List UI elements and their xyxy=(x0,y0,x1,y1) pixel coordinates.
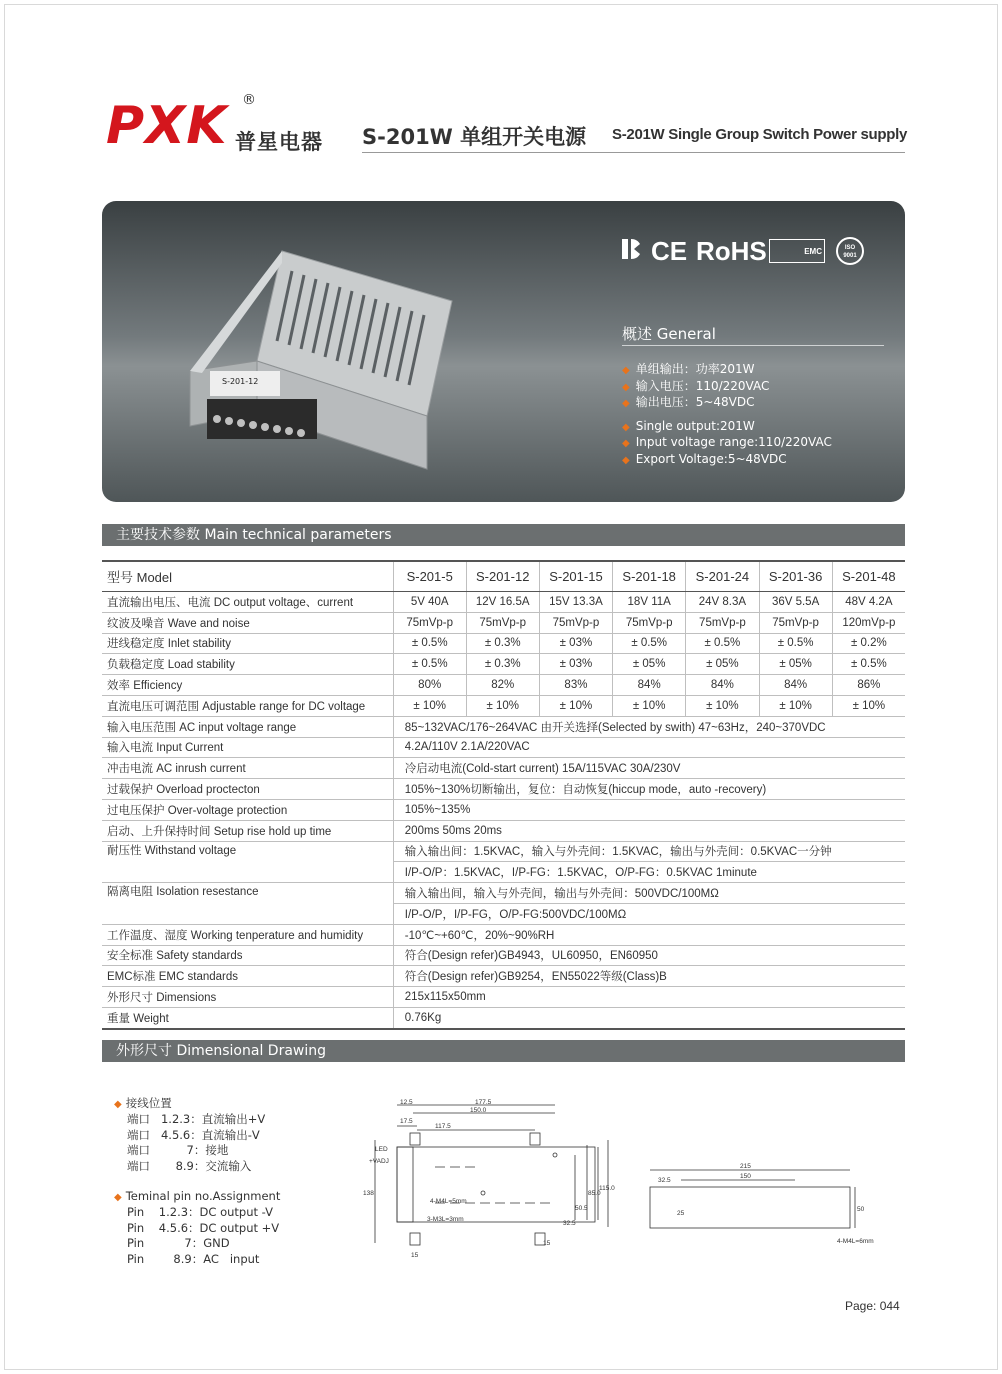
pins-title-en: Teminal pin no.Assignment xyxy=(125,1189,281,1204)
svg-text:15: 15 xyxy=(543,1240,551,1247)
table-row: 外形尺寸 Dimensions 215x115x50mm xyxy=(102,987,905,1008)
list-item: ◆ 输出电压：5~48VDC xyxy=(622,395,755,409)
svg-text:150.0: 150.0 xyxy=(470,1107,487,1114)
diamond-bullet-icon: ◆ xyxy=(114,1192,122,1204)
diamond-bullet-icon: ◆ xyxy=(622,398,630,409)
drawing-section-header: 外形尺寸 Dimensional Drawing xyxy=(102,1040,905,1062)
svg-text:+VADJ: +VADJ xyxy=(369,1158,389,1165)
table-row: 直流电压可调范围 Adjustable range for DC voltage ± 10% ± 10% ± 10% ± 10% ± 10% ± 10% ± 10% xyxy=(102,695,905,716)
svg-text:50.5: 50.5 xyxy=(575,1205,588,1212)
table-row: 纹波及噪音 Wave and noise 75mVp-p 75mVp-p 75mVp-p 75mVp-p 75mVp-p 75mVp-p 120mVp-p xyxy=(102,612,905,633)
product-label: S-201-12 xyxy=(222,377,259,386)
list-item: ◆ Export Voltage:5~48VDC xyxy=(622,451,787,466)
model-cell: S-201-24 xyxy=(686,561,759,592)
pin-row: 端口 1.2.3：直流输出+V xyxy=(127,1112,266,1127)
kc-mark-icon xyxy=(620,237,642,265)
table-row: 耐压性 Withstand voltage 输入输出间：1.5KVAC，输入与外壳间：1.5KVAC，输出与外壳间：0.5KVAC一分钟 xyxy=(102,841,905,862)
model-cell: S-201-12 xyxy=(466,561,539,592)
svg-text:177.5: 177.5 xyxy=(475,1099,492,1106)
table-row: 输入电流 Input Current 4.2A/110V 2.1A/220VAC xyxy=(102,737,905,758)
general-title: 概述 General xyxy=(622,325,716,343)
product-title-cn: S-201W 单组开关电源 xyxy=(362,125,587,149)
iso-9001-icon: ISO 9001 xyxy=(836,237,864,265)
table-row: EMC标准 EMC standards 符合(Design refer)GB9254，EN55022等级(Class)B xyxy=(102,966,905,987)
svg-text:32.5: 32.5 xyxy=(658,1177,671,1184)
diamond-bullet-icon: ◆ xyxy=(622,438,630,449)
table-row: 重量 Weight 0.76Kg xyxy=(102,1007,905,1028)
pin-row: 端口 7：接地 xyxy=(127,1143,229,1158)
table-row: 隔离电阻 Isolation resestance 输入输出间，输入与外壳间，输出与外壳间：500VDC/100MΩ xyxy=(102,883,905,904)
spec-table xyxy=(102,560,905,1030)
svg-text:17.5: 17.5 xyxy=(400,1118,413,1125)
diamond-bullet-icon: ◆ xyxy=(622,421,630,433)
table-row: 启动、上升保持时间 Setup rise hold up time 200ms 50ms 20ms xyxy=(102,820,905,841)
product-banner xyxy=(102,201,905,502)
title-underline xyxy=(362,152,905,153)
diamond-bullet-icon: ◆ xyxy=(622,365,630,376)
product-title-en: S-201W Single Group Switch Power supply xyxy=(612,126,908,143)
general-list xyxy=(622,361,832,467)
ce-mark-icon: CE xyxy=(651,236,688,266)
brand-logo: PXK xyxy=(106,96,228,156)
table-row: 直流输出电压、电流 DC output voltage、current 5V 40A 12V 16.5A 15V 13.3A 18V 11A 24V 8.3A 36V 5.5A 48V 4.2A xyxy=(102,592,905,613)
model-cell: S-201-15 xyxy=(539,561,612,592)
svg-text:25: 25 xyxy=(677,1210,685,1217)
table-row: 进线稳定度 Inlet stability ± 0.5% ± 0.3% ± 03% ± 0.5% ± 0.5% ± 0.5% ± 0.2% xyxy=(102,633,905,654)
pin-row: Pin 1.2.3：DC output -V xyxy=(127,1205,274,1220)
pin-row: 端口 4.5.6：直流输出-V xyxy=(127,1127,260,1142)
list-item: ◆ 单组输出：功率201W xyxy=(622,362,755,376)
svg-text:138: 138 xyxy=(363,1190,374,1197)
pins-title-cn: 接线位置 xyxy=(125,1096,172,1110)
list-item: ◆ Input voltage range:110/220VAC xyxy=(622,435,832,449)
diamond-bullet-icon: ◆ xyxy=(622,381,630,393)
list-item: ◆ Single output:201W xyxy=(622,418,755,433)
table-row: 效率 Efficiency 80% 82% 83% 84% 84% 84% 86% xyxy=(102,675,905,696)
svg-text:150: 150 xyxy=(740,1173,751,1180)
model-cell: S-201-18 xyxy=(613,561,686,592)
general-divider xyxy=(622,345,884,346)
table-row: 负载稳定度 Load stability ± 0.5% ± 0.3% ± 03% ± 05% ± 05% ± 05% ± 0.5% xyxy=(102,654,905,675)
svg-text:115.0: 115.0 xyxy=(599,1185,615,1192)
model-cell: S-201-36 xyxy=(759,561,832,592)
svg-text:215: 215 xyxy=(740,1163,751,1170)
table-row: 工作温度、湿度 Working tenperature and humidity -10℃~+60℃，20%~90%RH xyxy=(102,924,905,945)
table-row: 输入电压范围 AC input voltage range 85~132VAC/176~264VAC 由开关选择(Selected by swith) 47~63Hz，240~370VDC xyxy=(102,716,905,737)
list-item: ◆ 输入电压：110/220VAC xyxy=(622,378,770,393)
svg-text:15: 15 xyxy=(411,1252,419,1259)
svg-text:4-M4L=5mm: 4-M4L=5mm xyxy=(430,1198,467,1205)
table-row: 冲击电流 AC inrush current 冷启动电流(Cold-start current) 15A/115VAC 30A/230V xyxy=(102,758,905,779)
svg-text:85.0: 85.0 xyxy=(588,1190,601,1197)
diamond-bullet-icon: ◆ xyxy=(622,454,630,466)
table-row: I/P-O/P，I/P-FG，O/P-FG:500VDC/100MΩ xyxy=(102,903,905,924)
table-row: 过载保护 Overload proctecton 105%~130%切断输出，复位：自动恢复(hiccup mode，auto -recovery) xyxy=(102,779,905,800)
params-section-header: 主要技术参数 Main technical parameters xyxy=(102,524,905,546)
rohs-mark-icon: RoHS xyxy=(696,236,767,266)
pin-row: Pin 8.9：AC input xyxy=(127,1251,260,1266)
table-row: 过电压保护 Over-voltage protection 105%~135% xyxy=(102,799,905,820)
diamond-bullet-icon: ◆ xyxy=(114,1099,122,1110)
svg-text:117.5: 117.5 xyxy=(435,1123,451,1130)
model-label: 型号 Model xyxy=(102,561,393,592)
dimensional-drawing xyxy=(355,1095,895,1270)
pin-row: Pin 7：GND xyxy=(127,1236,230,1251)
pin-row: Pin 4.5.6：DC output +V xyxy=(127,1220,280,1235)
svg-text:4-M4L=6mm: 4-M4L=6mm xyxy=(837,1238,874,1245)
model-cell: S-201-48 xyxy=(832,561,905,592)
table-header-row xyxy=(102,561,905,592)
table-row: 安全标准 Safety standards 符合(Design refer)GB4943，UL60950，EN60950 xyxy=(102,945,905,966)
svg-text:50: 50 xyxy=(857,1206,865,1213)
svg-text:3-M3L=3mm: 3-M3L=3mm xyxy=(427,1216,464,1223)
pin-assignment xyxy=(114,1096,280,1267)
pin-row: 端口 8.9：交流输入 xyxy=(127,1158,252,1173)
svg-text:12.5: 12.5 xyxy=(400,1099,413,1106)
registered-mark: ® xyxy=(242,92,256,108)
page-number: Page: 044 xyxy=(845,1299,900,1313)
svg-text:LED: LED xyxy=(375,1146,388,1153)
model-cell: S-201-5 xyxy=(393,561,466,592)
emc-mark-icon: EMC xyxy=(769,239,825,263)
table-row: I/P-O/P：1.5KVAC，I/P-FG：1.5KVAC，O/P-FG：0.5KVAC 1minute xyxy=(102,862,905,883)
power-supply-image xyxy=(182,241,467,471)
svg-text:32.5: 32.5 xyxy=(563,1220,576,1227)
brand-name-cn: 普星电器 xyxy=(235,130,323,154)
